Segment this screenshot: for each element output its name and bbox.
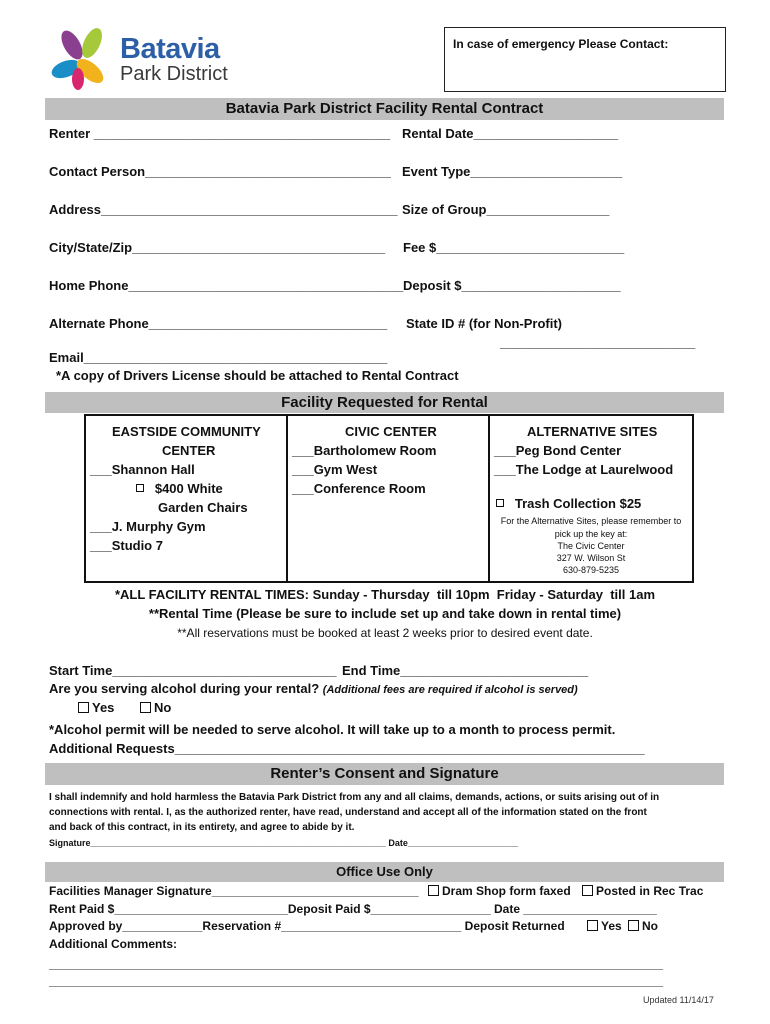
alternative-sites-title: ALTERNATIVE SITES — [527, 424, 658, 439]
alt-note-1: For the Alternative Sites, please remember to — [500, 516, 682, 526]
civic-center-column — [288, 416, 490, 581]
state-id-label: State ID # (for Non-Profit) — [406, 316, 562, 331]
deposit-yes-label: Yes — [601, 919, 622, 933]
alcohol-question — [49, 681, 578, 696]
yes-checkbox-icon[interactable] — [78, 702, 89, 713]
alcohol-no-label: No — [154, 700, 172, 715]
additional-comments-label: Additional Comments: — [49, 937, 177, 951]
size-of-group-field[interactable]: Size of Group_________________ — [402, 202, 610, 217]
manager-signature-field[interactable]: Facilities Manager Signature_______________________________ — [49, 884, 419, 898]
no-checkbox-icon[interactable] — [628, 920, 639, 931]
conference-room-option[interactable]: ___Conference Room — [292, 481, 426, 496]
consent-title-bar — [45, 763, 724, 785]
white-chairs-label-1: $400 White — [154, 481, 223, 496]
fee-field[interactable]: Fee $__________________________ — [403, 240, 625, 255]
alcohol-yes-label: Yes — [92, 700, 115, 715]
batavia-logo — [50, 27, 265, 92]
checkbox-icon[interactable] — [496, 499, 504, 507]
state-id-field[interactable]: ___________________________ — [500, 335, 696, 350]
white-chairs-option[interactable] — [136, 481, 223, 496]
consent-paragraph-2: connections with rental. I, as the authorized renter, have read, understand and accept all of the information stated on the front — [49, 807, 647, 818]
alt-note-4: 327 W. Wilson St — [556, 553, 626, 563]
dram-checkbox-icon[interactable] — [428, 885, 439, 896]
deposit-no-label: No — [642, 919, 658, 933]
consent-paragraph-1: I shall indemnify and hold harmless the Batavia Park District from any and all claims, demands, actions, or suits arising out of in — [49, 792, 660, 803]
logo-text-batavia: Batavia — [120, 33, 220, 65]
comments-line-2[interactable]: ____________________________________________________________________________________________ — [49, 974, 663, 988]
alcohol-fee-note: (Additional fees are required if alcohol is served) — [322, 684, 578, 696]
logo-text-park-district: Park District — [120, 63, 228, 85]
contract-title: Batavia Park District Facility Rental Contract — [225, 100, 544, 117]
office-title: Office Use Only — [336, 864, 433, 879]
trash-collection-label: Trash Collection $25 — [514, 496, 642, 511]
city-state-zip-field[interactable]: City/State/Zip___________________________________ — [49, 240, 386, 255]
approved-by-field[interactable]: Approved by____________Reservation #___________________________ Deposit Returned — [49, 919, 565, 933]
contract-title-bar — [45, 98, 724, 120]
murphy-gym-option[interactable]: ___J. Murphy Gym — [90, 519, 206, 534]
deposit-field[interactable]: Deposit $______________________ — [403, 278, 621, 293]
address-field[interactable]: Address_________________________________________ — [49, 202, 398, 217]
end-time-field[interactable]: End Time__________________________ — [342, 663, 589, 678]
white-chairs-label-2: Garden Chairs — [158, 500, 248, 515]
alt-note-2: pick up the key at: — [554, 529, 628, 539]
flower-logo-icon — [50, 27, 116, 92]
signature-field[interactable]: Signature___________________________________________________________ Date______________________ — [49, 838, 518, 848]
event-type-field[interactable]: Event Type_____________________ — [402, 164, 623, 179]
alcohol-permit-note: *Alcohol permit will be needed to serve alcohol. It will take up to a month to process permit. — [49, 722, 616, 737]
alcohol-yes-option[interactable] — [78, 700, 114, 715]
bartholomew-room-option[interactable]: ___Bartholomew Room — [292, 443, 437, 458]
yes-checkbox-icon[interactable] — [587, 920, 598, 931]
consent-paragraph-3: and back of this contract, in its entirety, and agree to abide by it. — [49, 822, 355, 833]
dram-shop-option[interactable] — [428, 884, 571, 898]
posted-rec-trac-option[interactable] — [582, 884, 703, 898]
facility-title: Facility Requested for Rental — [281, 394, 488, 411]
start-time-field[interactable]: Start Time_______________________________ — [49, 663, 337, 678]
rental-date-field[interactable]: Rental Date____________________ — [402, 126, 619, 141]
booking-note: **All reservations must be booked at least 2 weeks prior to desired event date. — [177, 626, 593, 640]
studio-7-option[interactable]: ___Studio 7 — [90, 538, 163, 553]
emergency-contact-box[interactable] — [444, 27, 726, 92]
rental-time-note: **Rental Time (Please be sure to include set up and take down in rental time) — [148, 606, 622, 621]
posted-checkbox-icon[interactable] — [582, 885, 593, 896]
posted-rec-trac-label: Posted in Rec Trac — [596, 884, 704, 898]
shannon-hall-option[interactable]: ___Shannon Hall — [90, 462, 195, 477]
emergency-label: In case of emergency Please Contact: — [453, 37, 669, 51]
additional-requests-field[interactable]: Additional Requests_________________________________________________________________ — [49, 741, 645, 756]
dram-shop-label: Dram Shop form faxed — [442, 884, 571, 898]
office-title-bar — [45, 862, 724, 882]
facility-table — [84, 414, 694, 583]
license-note: *A copy of Drivers License should be attached to Rental Contract — [56, 368, 459, 383]
eastside-title-1: EASTSIDE COMMUNITY — [112, 424, 261, 439]
email-field[interactable]: Email__________________________________________ — [49, 350, 388, 365]
comments-line-1[interactable]: ____________________________________________________________________________________________ — [49, 957, 663, 971]
no-checkbox-icon[interactable] — [140, 702, 151, 713]
rental-times-line: *ALL FACILITY RENTAL TIMES: Sunday - Thursday till 10pm Friday - Saturday till 1am — [114, 587, 656, 602]
trash-collection-option[interactable] — [496, 496, 641, 511]
consent-title: Renter’s Consent and Signature — [270, 765, 499, 782]
facility-title-bar — [45, 392, 724, 413]
gym-west-option[interactable]: ___Gym West — [292, 462, 378, 477]
lodge-laurelwood-option[interactable]: ___The Lodge at Laurelwood — [494, 462, 674, 477]
civic-center-title: CIVIC CENTER — [345, 424, 437, 439]
contact-person-field[interactable]: Contact Person__________________________________ — [49, 164, 391, 179]
deposit-returned-yes[interactable] — [587, 919, 622, 933]
rent-paid-field[interactable]: Rent Paid $__________________________Deposit Paid $__________________ Date ____________________ — [49, 902, 657, 916]
alt-note-5: 630-879-5235 — [562, 565, 620, 575]
alt-note-3: The Civic Center — [557, 541, 625, 551]
checkbox-icon[interactable] — [136, 484, 144, 492]
renter-field[interactable]: Renter _________________________________________ — [49, 126, 391, 141]
alternate-phone-field[interactable]: Alternate Phone_________________________________ — [49, 316, 388, 331]
alcohol-no-option[interactable] — [140, 700, 171, 715]
alcohol-question-text: Are you serving alcohol during your rental? — [49, 681, 320, 696]
alternative-sites-column — [490, 416, 692, 581]
eastside-title-2: CENTER — [162, 443, 216, 458]
eastside-column — [86, 416, 288, 581]
updated-date: Updated 11/14/17 — [643, 995, 714, 1005]
peg-bond-option[interactable]: ___Peg Bond Center — [494, 443, 622, 458]
home-phone-field[interactable]: Home Phone______________________________________ — [49, 278, 404, 293]
deposit-returned-no[interactable] — [628, 919, 658, 933]
